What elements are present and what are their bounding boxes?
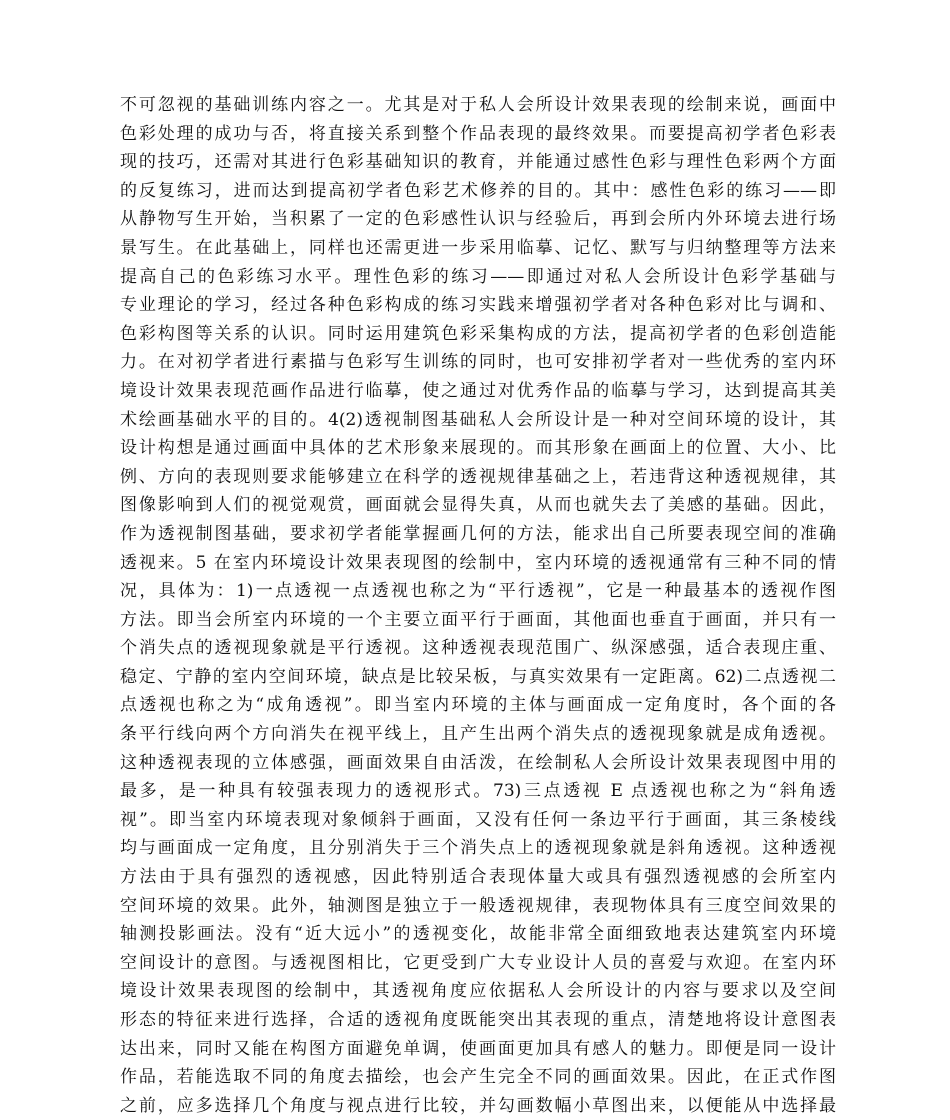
text-line: 色彩构图等关系的认识。同时运用建筑色彩采集构成的方法，提高初学者的色彩创造能 [120,323,836,344]
text-line: 景写生。在此基础上，同样也还需更进一步采用临摹、记忆、默写与归纳整理等方法来 [120,237,836,258]
text-line: 之前，应多选择几个角度与视点进行比较，并勾画数幅小草图出来，以便能从中选择最 [120,1095,836,1116]
text-line: 方法。即当会所室内环境的一个主要立面平行于画面，其他面也垂直于画面，并只有一 [120,609,836,630]
text-line: 空间设计的意图。与透视图相比，它更受到广大专业设计人员的喜爱与欢迎。在室内环 [120,952,836,973]
text-line: 透视来。5 在室内环境设计效果表现图的绘制中，室内环境的透视通常有三种不同的情 [120,552,836,573]
text-line: 力。在对初学者进行素描与色彩写生训练的同时，也可安排初学者对一些优秀的室内环 [120,352,836,373]
text-line: 作为透视制图基础，要求初学者能掌握画几何的方法，能求出自己所要表现空间的准确 [120,523,836,544]
document-body [120,91,836,1120]
text-line: 作品，若能选取不同的角度去描绘，也会产生完全不同的画面效果。因此，在正式作图 [120,1067,836,1088]
text-line: 色彩处理的成功与否，将直接关系到整个作品表现的最终效果。而要提高初学者色彩表 [120,123,836,144]
text-line: 设计构想是通过画面中具体的艺术形象来展现的。而其形象在画面上的位置、大小、比 [120,438,836,459]
text-line: 的反复练习，进而达到提高初学者色彩艺术修养的目的。其中：感性色彩的练习——即 [120,180,836,201]
text-line: 不可忽视的基础训练内容之一。尤其是对于私人会所设计效果表现的绘制来说，画面中 [120,95,836,115]
text-line: 均与画面成一定角度，且分别消失于三个消失点上的透视现象就是斜角透视。这种透视 [120,838,836,859]
text-line: 况，具体为：1)一点透视一点透视也称之为“平行透视”，它是一种最基本的透视作图 [120,581,836,602]
text-line: 稳定、宁静的室内空间环境，缺点是比较呆板，与真实效果有一定距离。62)二点透视二 [120,666,836,687]
text-line: 最多，是一种具有较强表现力的透视形式。73)三点透视 E 点透视也称之为“斜角透 [120,781,836,802]
text-line: 方法由于具有强烈的透视感，因此特别适合表现体量大或具有强烈透视感的会所室内 [120,867,836,888]
text-line: 图像影响到人们的视觉观赏，画面就会显得失真，从而也就失去了美感的基础。因此， [120,495,836,516]
text-line: 个消失点的透视现象就是平行透视。这种透视表现范围广、纵深感强，适合表现庄重、 [120,638,836,659]
text-line: 境设计效果表现图的绘制中，其透视角度应依据私人会所设计的内容与要求以及空间 [120,981,836,1002]
text-line: 提高自己的色彩练习水平。理性色彩的练习——即通过对私人会所设计色彩学基础与 [120,266,836,287]
text-line: 专业理论的学习，经过各种色彩构成的练习实践来增强初学者对各种色彩对比与调和、 [120,295,836,316]
text-line: 形态的特征来进行选择，合适的透视角度既能突出其表现的重点，清楚地将设计意图表 [120,1010,836,1030]
text-line: 从静物写生开始，当积累了一定的色彩感性认识与经验后，再到会所内外环境去进行场 [120,209,836,230]
text-line: 达出来，同时又能在构图方面避免单调，使画面更加具有感人的魅力。即便是同一设计 [120,1038,836,1059]
text-line: 点透视也称之为“成角透视”。即当室内环境的主体与画面成一定角度时，各个面的各 [120,695,836,716]
text-line: 例、方向的表现则要求能够建立在科学的透视规律基础之上，若违背这种透视规律，其 [120,466,836,487]
text-line: 境设计效果表现范画作品进行临摹，使之通过对优秀作品的临摹与学习，达到提高其美 [120,380,836,401]
text-line: 这种透视表现的立体感强，画面效果自由活泼，在绘制私人会所设计效果表现图中用的 [120,752,836,773]
text-line: 条平行线向两个方向消失在视平线上，且产生出两个消失点的透视现象就是成角透视。 [120,724,836,745]
text-line: 现的技巧，还需对其进行色彩基础知识的教育，并能通过感性色彩与理性色彩两个方面 [120,152,836,173]
text-line: 轴测投影画法。没有“近大远小”的透视变化，故能非常全面细致地表达建筑室内环境 [120,924,836,945]
text-line: 术绘画基础水平的目的。4(2)透视制图基础私人会所设计是一种对空间环境的设计，其 [120,409,836,430]
text-line: 空间环境的效果。此外，轴测图是独立于一般透视规律，表现物体具有三度空间效果的 [120,895,836,916]
text-line: 视”。即当室内环境表现对象倾斜于画面，又没有任何一条边平行于画面，其三条棱线 [120,809,836,830]
